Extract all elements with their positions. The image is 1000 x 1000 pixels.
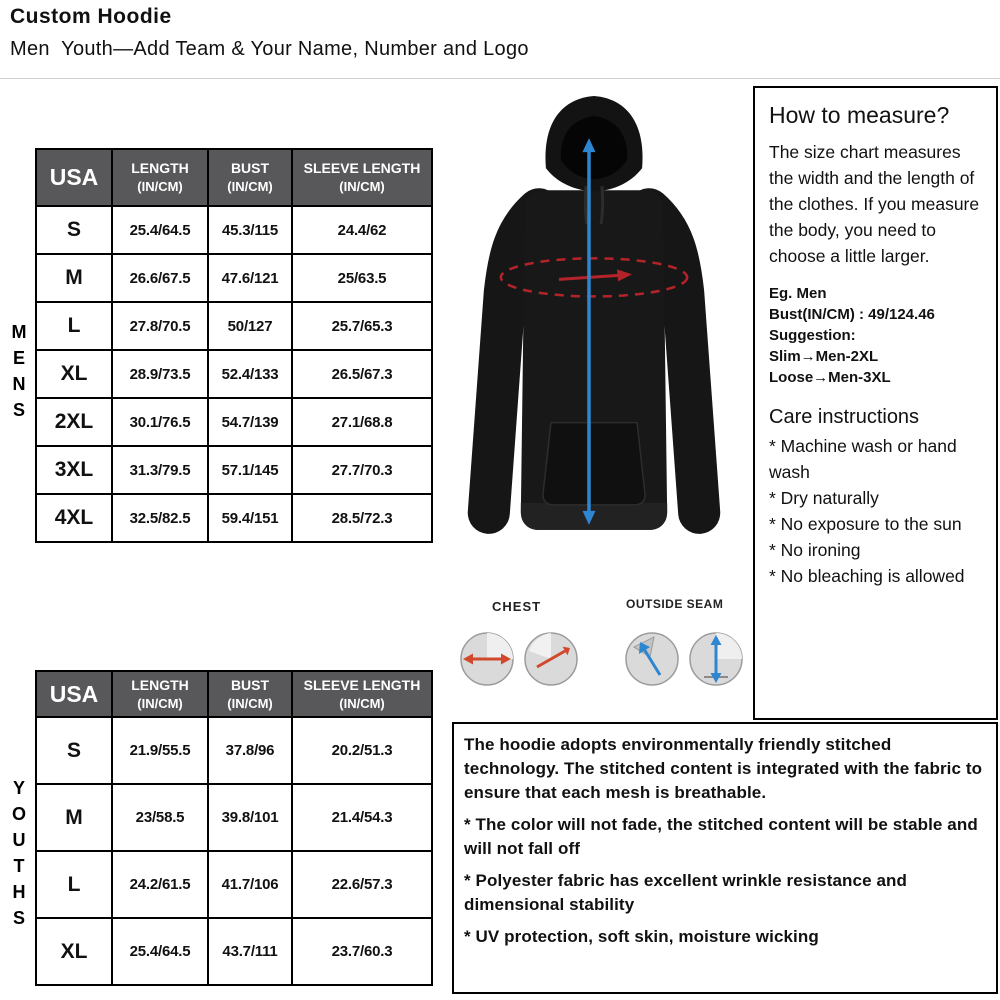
length-cell: 25.4/64.5 (112, 206, 208, 254)
column-header-label: SLEEVE LENGTH (303, 160, 421, 176)
youths-size-table (35, 670, 433, 986)
size-cell: M (36, 784, 112, 851)
column-header-unit: (IN/CM) (339, 695, 385, 711)
size-cell: 2XL (36, 398, 112, 446)
page-title: Custom Hoodie (10, 5, 172, 28)
chest-stretch-measure-icon (523, 631, 579, 687)
bust-cell: 57.1/145 (208, 446, 292, 494)
sleeve-cell: 27.1/68.8 (292, 398, 432, 446)
outside-seam-fold-measure-icon (624, 631, 680, 687)
column-header-sleeve (292, 671, 432, 717)
care-instructions-list (769, 433, 986, 589)
page-subtitle: Men Youth—Add Team & Your Name, Number and Logo (10, 38, 529, 60)
column-header-length (112, 671, 208, 717)
column-header-sleeve (292, 149, 432, 206)
bust-cell: 37.8/96 (208, 717, 292, 784)
suggestion-line: Bust(IN/CM) : 49/124.46 (769, 306, 935, 323)
column-header-unit: (IN/CM) (137, 179, 183, 194)
length-cell: 25.4/64.5 (112, 918, 208, 985)
column-header-length (112, 149, 208, 206)
sleeve-cell: 25.7/65.3 (292, 302, 432, 350)
sleeve-cell: 28.5/72.3 (292, 494, 432, 542)
bust-cell: 59.4/151 (208, 494, 292, 542)
sleeve-cell: 23.7/60.3 (292, 918, 432, 985)
length-cell: 31.3/79.5 (112, 446, 208, 494)
fabric-bullet: * Polyester fabric has excellent wrinkle resistance and dimensional stability (464, 871, 907, 914)
youths-axis-label: YOUTHS (9, 778, 29, 934)
length-cell: 24.2/61.5 (112, 851, 208, 918)
outside-seam-length-measure-icon (688, 631, 744, 687)
column-header-label: BUST (230, 676, 270, 693)
header-divider (0, 78, 1000, 79)
column-header-label: LENGTH (131, 160, 189, 176)
size-cell: S (36, 717, 112, 784)
sleeve-cell: 27.7/70.3 (292, 446, 432, 494)
table-row (36, 398, 432, 446)
bust-cell: 47.6/121 (208, 254, 292, 302)
bust-cell: 54.7/139 (208, 398, 292, 446)
size-cell: XL (36, 918, 112, 985)
column-header-label: LENGTH (131, 676, 189, 693)
sleeve-cell: 25/63.5 (292, 254, 432, 302)
fabric-description-panel (452, 722, 998, 994)
sleeve-cell: 22.6/57.3 (292, 851, 432, 918)
table-row (36, 717, 432, 784)
table-row (36, 254, 432, 302)
hoodie-illustration (438, 84, 750, 590)
suggestion-line: Loose→Men-3XL (769, 369, 891, 386)
sleeve-cell: 21.4/54.3 (292, 784, 432, 851)
size-cell: XL (36, 350, 112, 398)
table-row (36, 302, 432, 350)
column-header-unit: (IN/CM) (227, 179, 273, 194)
care-item: * Machine wash or hand wash (769, 436, 957, 482)
length-cell: 21.9/55.5 (112, 717, 208, 784)
table-row (36, 918, 432, 985)
length-cell: 23/58.5 (112, 784, 208, 851)
sleeve-cell: 26.5/67.3 (292, 350, 432, 398)
table-row (36, 446, 432, 494)
how-to-measure-panel (753, 86, 998, 720)
care-item: * No bleaching is allowed (769, 566, 965, 586)
bust-cell: 45.3/115 (208, 206, 292, 254)
suggestion-line: Slim→Men-2XL (769, 348, 879, 365)
sleeve-cell: 20.2/51.3 (292, 717, 432, 784)
size-cell: L (36, 851, 112, 918)
column-header-usa: USA (36, 149, 112, 206)
length-cell: 28.9/73.5 (112, 350, 208, 398)
outside-seam-label: OUTSIDE SEAM (626, 597, 724, 611)
care-item: * Dry naturally (769, 488, 879, 508)
bust-cell: 39.8/101 (208, 784, 292, 851)
suggestion-line: Eg. Men (769, 285, 827, 302)
size-suggestion-block (769, 283, 986, 388)
size-cell: S (36, 206, 112, 254)
mens-header-row (36, 149, 432, 206)
column-header-label: BUST (230, 160, 270, 176)
fabric-bullet: * The color will not fade, the stitched content will be stable and will not fall off (464, 815, 978, 858)
column-header-unit: (IN/CM) (227, 695, 273, 711)
fabric-intro: The hoodie adopts environmentally friendly stitched technology. The stitched content is integrated with the fabric to ensure that each mesh is breathable. (464, 735, 983, 802)
chest-width-measure-icon (459, 631, 515, 687)
column-header-bust (208, 671, 292, 717)
bust-cell: 52.4/133 (208, 350, 292, 398)
size-cell: M (36, 254, 112, 302)
sleeve-cell: 24.4/62 (292, 206, 432, 254)
care-item: * No exposure to the sun (769, 514, 962, 534)
length-cell: 30.1/76.5 (112, 398, 208, 446)
length-cell: 32.5/82.5 (112, 494, 208, 542)
table-row (36, 350, 432, 398)
fabric-bullet: * UV protection, soft skin, moisture wicking (464, 927, 819, 946)
length-cell: 27.8/70.5 (112, 302, 208, 350)
column-header-usa: USA (36, 671, 112, 717)
size-cell: 4XL (36, 494, 112, 542)
size-cell: L (36, 302, 112, 350)
bust-cell: 50/127 (208, 302, 292, 350)
column-header-label: SLEEVE LENGTH (303, 676, 421, 693)
table-row (36, 494, 432, 542)
table-row (36, 206, 432, 254)
length-cell: 26.6/67.5 (112, 254, 208, 302)
table-row (36, 851, 432, 918)
mens-size-table (35, 148, 433, 543)
size-cell: 3XL (36, 446, 112, 494)
column-header-bust (208, 149, 292, 206)
care-item: * No ironing (769, 540, 861, 560)
mens-axis-label: MENS (9, 322, 29, 426)
column-header-unit: (IN/CM) (339, 179, 385, 194)
bust-cell: 41.7/106 (208, 851, 292, 918)
how-to-measure-body: The size chart measures the width and the length of the clothes. If you measure the body, you need to choose a little larger. (769, 142, 980, 266)
how-to-measure-title: How to measure? (769, 102, 950, 128)
suggestion-line: Suggestion: (769, 327, 856, 344)
care-instructions-title: Care instructions (769, 406, 920, 428)
column-header-unit: (IN/CM) (137, 695, 183, 711)
youths-header-row (36, 671, 432, 717)
chest-label: CHEST (492, 599, 542, 614)
bust-cell: 43.7/111 (208, 918, 292, 985)
table-row (36, 784, 432, 851)
hoodie-photo (438, 84, 750, 590)
